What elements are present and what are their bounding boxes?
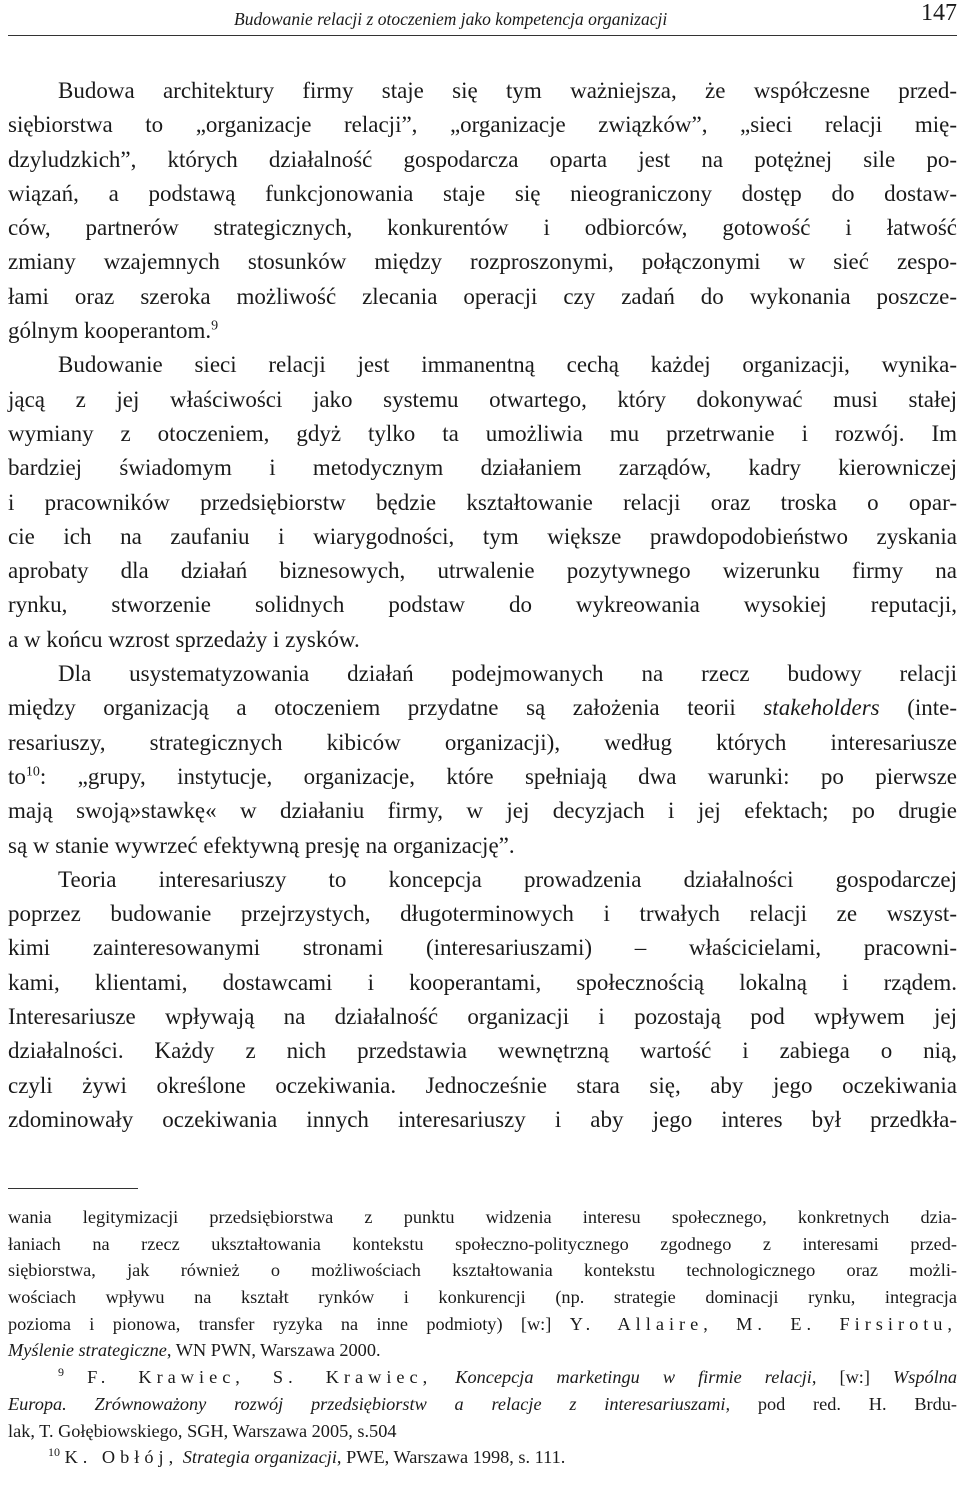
body-line: działalności. Każdy z nich przedstawia wewnętrzną wartość i zabiega o nią, bbox=[8, 1038, 957, 1064]
footnote-text: pod red. H. Brdu- bbox=[757, 1393, 957, 1414]
body-text-fragment: to bbox=[8, 763, 26, 789]
body-line: Interesariusze wpływają na działalność organizacji i pozostają pod wpływem jej bbox=[8, 1004, 957, 1030]
body-line: są w stanie wywrzeć efektywną presję na organizację”. bbox=[8, 832, 515, 858]
body-line: aprobaty dla działań biznesowych, utrwalenie pozytywnego wizerunku firmy na bbox=[8, 558, 957, 584]
body-line: poprzez budowanie przejrzystych, długoterminowych i trwałych relacji ze wszyst- bbox=[8, 901, 957, 927]
body-line: a w końcu wzrost sprzedaży i zysków. bbox=[8, 626, 360, 652]
footnote-10 bbox=[8, 1444, 957, 1471]
footnote-authors: K. Obłój, bbox=[64, 1447, 179, 1468]
footnote-line: łaniach na rzecz ukształtowania kontekstu społeczno-politycznego zgodnego z interesami przed- bbox=[8, 1233, 957, 1254]
document-page bbox=[8, 0, 957, 1494]
footnote-reference: 9 bbox=[211, 318, 219, 334]
footnote-title: Strategia organizacji bbox=[182, 1447, 337, 1468]
body-line: ców, partnerów strategicznych, konkurentów i odbiorców, gotowość i łatwość bbox=[8, 215, 957, 241]
body-line bbox=[8, 314, 957, 348]
body-line: Teoria interesariuszy to koncepcja prowadzenia działalności gospodarczej bbox=[58, 866, 957, 892]
body-line: wymiany z otoczeniem, gdyż tylko ta umożliwia mu przetrwanie i rozwój. Im bbox=[8, 420, 957, 446]
footnote-number: 9 bbox=[58, 1365, 64, 1380]
body-line: dzyludzkich”, których działalność gospodarcza oparta jest na potężnej sile po- bbox=[8, 146, 957, 172]
footnote-line bbox=[8, 1391, 957, 1418]
body-line: i pracowników przedsiębiorstw będzie kształtowanie relacji oraz troska o opar- bbox=[8, 489, 957, 515]
footnote-line bbox=[8, 1337, 957, 1364]
body-text-fragment: gólnym kooperantom. bbox=[8, 318, 212, 344]
footnote-title: Koncepcja marketingu w firmie relacji bbox=[455, 1367, 812, 1388]
body-line: bardziej świadomym i metodycznym działaniem zarządów, kadry kierowniczej bbox=[8, 455, 957, 481]
body-line: kami, klientami, dostawcami i kooperantami, społecznością lokalną i rządem. bbox=[8, 969, 957, 995]
body-line: czyli żywi określone oczekiwania. Jednocześnie stara się, aby jego oczekiwania bbox=[8, 1072, 957, 1098]
body-line: kimi zainteresowanymi stronami (interesariuszami) – właścicielami, pracowni- bbox=[8, 935, 957, 961]
header-rule bbox=[8, 35, 957, 36]
footnote-title: Myślenie strategiczne bbox=[8, 1340, 167, 1361]
body-line: łami oraz szeroka możliwość zlecania operacji czy zadań do wykonania poszcze- bbox=[8, 283, 957, 309]
footnote-text: pozioma i pionowa, transfer ryzyka na inne podmioty) [w:] bbox=[8, 1313, 552, 1334]
italic-term: stakeholders bbox=[763, 695, 880, 721]
body-line: resariuszy, strategicznych kibiców organizacji), według których interesariusze bbox=[8, 729, 957, 755]
body-text-fragment: między organizacją a otoczeniem przydatne są założenia teorii bbox=[8, 695, 736, 721]
footnote-line: wościach wpływu na kształt rynków i konkurencji (np. strategie dominacji rynku, integracja bbox=[8, 1287, 957, 1308]
body-line: Dla usystematyzowania działań podejmowanych na rzecz budowy relacji bbox=[58, 661, 957, 687]
body-line: jącą z jej właściwości jako systemu otwartego, który dokonywać musi stałej bbox=[8, 386, 957, 412]
footnote-source: Wspólna bbox=[893, 1367, 957, 1388]
footnote-text: , WN PWN, Warszawa 2000. bbox=[166, 1340, 381, 1361]
body-text bbox=[8, 74, 957, 1137]
page-header bbox=[8, 0, 957, 36]
page-number: 147 bbox=[921, 0, 957, 26]
footnote-separator bbox=[8, 1188, 138, 1189]
footnote-9 bbox=[8, 1364, 957, 1391]
body-line: Budowanie sieci relacji jest immanentną cechą każdej organizacji, wynika- bbox=[58, 352, 957, 378]
footnote-line bbox=[8, 1311, 957, 1338]
footnote-source: Europa. Zrównoważony rozwój przedsiębiorstw a relacje z interesariuszami, bbox=[8, 1393, 731, 1414]
body-line: cie ich na zaufaniu i wiarygodności, tym większe prawdopodobieństwo zyskania bbox=[8, 523, 957, 549]
footnote-text: , [w:] bbox=[811, 1367, 870, 1388]
body-line: Budowa architektury firmy staje się tym ważniejsza, że współczesne przed- bbox=[58, 78, 957, 103]
body-line: mają swoją»stawkę« w działaniu firmy, w jej decyzjach i jej efektach; po drugie bbox=[8, 798, 957, 824]
body-line: zdominowały oczekiwania innych interesariuszy i aby jego interes był przedkła- bbox=[8, 1106, 957, 1132]
body-line bbox=[8, 691, 957, 725]
body-line: wiązań, a podstawą funkcjonowania staje się nieograniczony dostęp do dostaw- bbox=[8, 180, 957, 206]
footnote-line: lak, T. Gołębiowskiego, SGH, Warszawa 2005, s.504 bbox=[8, 1420, 397, 1441]
body-text-fragment: : „grupy, instytucje, organizacje, które spełniają dwa warunki: po pierwsze bbox=[39, 763, 957, 789]
footnote-authors: F. Krawiec, S. Krawiec, bbox=[87, 1367, 433, 1388]
body-line bbox=[8, 760, 957, 794]
footnote-authors: Y. Allaire, M. E. Firsirotu, bbox=[569, 1313, 957, 1334]
footnote-number: 10 bbox=[48, 1445, 60, 1460]
footnote-text: , PWE, Warszawa 1998, s. 111. bbox=[336, 1447, 566, 1468]
running-title: Budowanie relacji z otoczeniem jako kompetencja organizacji bbox=[234, 9, 668, 29]
footnotes bbox=[8, 1204, 957, 1471]
body-line: rynku, stworzenie solidnych podstaw do wykreowania wysokiej reputacji, bbox=[8, 592, 957, 618]
footnote-line: siębiorstwa, jak również o możliwościach kształtowania kontekstu technologicznego oraz możli- bbox=[8, 1260, 957, 1281]
footnote-reference: 10 bbox=[25, 764, 40, 780]
body-line: zmiany wzajemnych stosunków między rozproszonymi, połączonymi w sieć zespo- bbox=[8, 249, 957, 275]
footnote-line: wania legitymizacji przedsiębiorstwa z punktu widzenia interesu społecznego, konkretnych dzia- bbox=[8, 1207, 957, 1227]
body-line: siębiorstwa to „organizacje relacji”, „organizacje związków”, „sieci relacji mię- bbox=[8, 112, 957, 138]
body-text-fragment: (inte- bbox=[907, 695, 958, 721]
